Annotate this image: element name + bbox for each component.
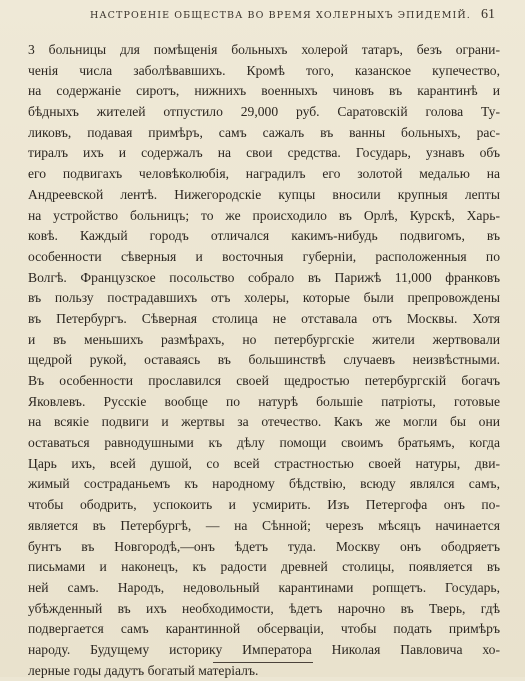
text-line: въ Петербургъ. Сѣверная столица не отставала отъ Москвы. Хотя: [28, 310, 500, 326]
body-paragraph: [28, 40, 500, 681]
text-line: тиралъ ихъ и содержалъ на свои средства. Государь, узнавъ объ: [28, 145, 500, 161]
text-line: является въ Петербургѣ, — на Сѣнной; черезъ мѣсяцъ начинается: [28, 517, 500, 533]
text-line: убѣжденный въ ихъ необходимости, ѣдетъ нарочно въ Тверь, гдѣ: [28, 600, 500, 616]
text-line: 3 больницы для помѣщенія больныхъ холерой татаръ, безъ ограни-: [28, 42, 500, 57]
text-line: письмами и наконецъ, къ радости древней столицы, появляется въ: [28, 559, 500, 575]
text-line-last: лерные годы дадутъ богатый матеріалъ.: [28, 662, 259, 678]
text-line: подвергается самъ карантинной обсерваціи, чтобы подать примѣръ: [28, 621, 500, 637]
text-line: Яковлевъ. Русскіе вообще по натурѣ большіе патріоты, готовые: [28, 393, 500, 409]
text-line: щедрой рукой, оставаясь въ большинствѣ случаевъ неизвѣстными.: [28, 352, 500, 368]
text-line: его подвигахъ человѣколюбія, наградилъ его золотой медалью на: [28, 166, 500, 182]
running-title: НАСТРОЕНІЕ ОБЩЕСТВА ВО ВРЕМЯ ХОЛЕРНЫХЪ ЭПИДЕМІЙ.: [90, 10, 471, 21]
text-line: Андреевской лентѣ. Нижегородскіе купцы вносили крупныя лепты: [28, 186, 500, 202]
text-line: въ пользу пострадавшихъ отъ холеры, которые были препровождены: [28, 290, 500, 306]
text-line: Царь ихъ, всей душой, со всей страстностью своей натуры, дви-: [28, 455, 500, 471]
text-line: на содержаніе сиротъ, нижнихъ военныхъ чиновъ въ карантинѣ и: [28, 83, 500, 99]
text-line: ковѣ. Каждый городъ отличался какимъ-нибудь подвигомъ, въ: [28, 228, 500, 244]
text-line: жимый состраданьемъ къ народному бѣдствію, всюду являлся самъ,: [28, 476, 500, 492]
text-line: Въ особенности прославился своей щедростью петербургскій богачъ: [28, 373, 500, 388]
text-line: чтобы ободрить, успокоить и усмирить. Изъ Петергофа онъ по-: [28, 497, 500, 513]
text-line: Волгѣ. Французское посольство собрало въ Парижѣ 11,000 франковъ: [28, 269, 500, 285]
end-rule-divider: [213, 662, 313, 663]
text-line: ней самъ. Народъ, недовольный карантинами ропщетъ. Государь,: [28, 579, 500, 595]
text-line: оставаться равнодушными къ дѣлу помощи своимъ братьямъ, когда: [28, 435, 500, 451]
text-line: ликовъ, подавая примѣръ, самъ сажалъ въ ванны больныхъ, рас-: [28, 124, 500, 140]
text-line: народу. Будущему историку Императора Николая Павловича хо-: [28, 641, 500, 657]
page-number: 61: [481, 7, 495, 22]
text-line: особенности сѣверныя и восточныя губерніи, расположенныя по: [28, 248, 500, 264]
text-line: на устройство больницъ; то же происходило въ Орлѣ, Курскѣ, Харь-: [28, 207, 500, 223]
text-line: на всякіе подвиги и жертвы за отечество. Какъ же могли бы они: [28, 414, 500, 430]
text-line: и въ меньшихъ размѣрахъ, но петербургскіе жители жертвовали: [28, 331, 500, 347]
text-line: ченія числа заболѣвавшихъ. Кромѣ того, казанское купечество,: [28, 62, 500, 78]
text-line: бѣдныхъ жителей отпустило 29,000 руб. Саратовскій голова Ту-: [28, 104, 500, 120]
text-line: бунтъ въ Новгородѣ,—онъ ѣдетъ туда. Москву онъ ободряетъ: [28, 538, 500, 554]
